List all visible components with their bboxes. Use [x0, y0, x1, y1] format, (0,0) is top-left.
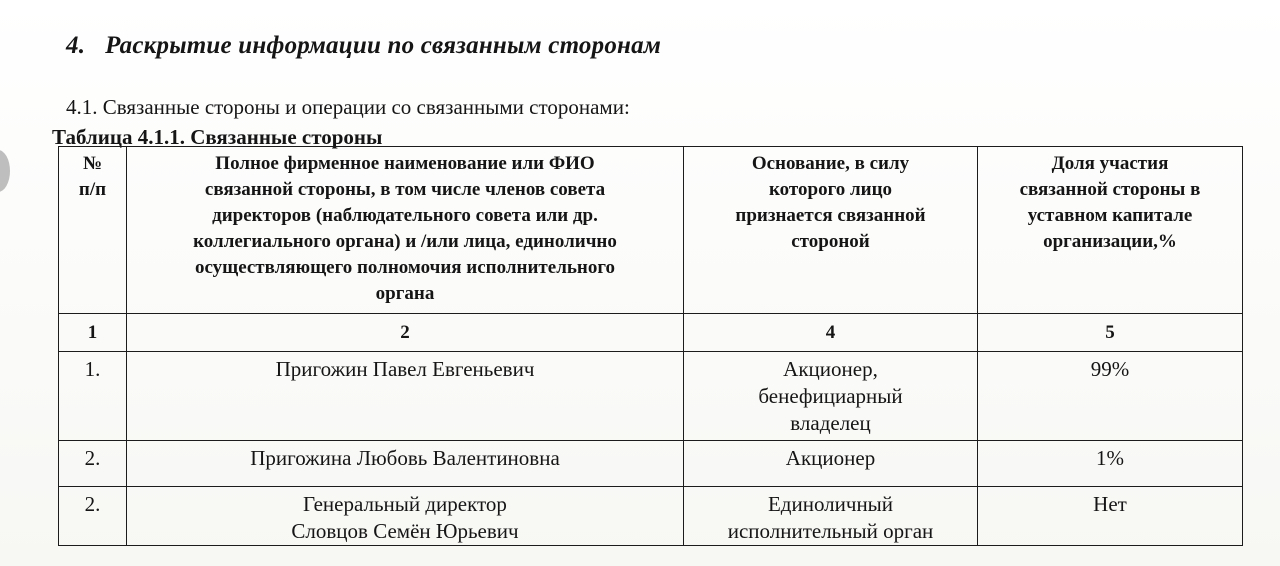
section-heading — [66, 32, 661, 60]
header-line: связанной стороны, в том числе членов совета — [204, 179, 606, 200]
header-line: Полное фирменное наименование или ФИО — [215, 153, 595, 174]
row-number: 1. — [59, 352, 127, 441]
header-col-name — [127, 147, 684, 314]
header-col-number — [59, 147, 127, 314]
row-number: 2. — [59, 441, 127, 487]
header-line: которого лицо — [768, 179, 893, 200]
table-row — [59, 352, 1243, 441]
table-row — [59, 441, 1243, 487]
party-name — [127, 441, 684, 487]
header-line: связанной стороны в — [1019, 179, 1201, 200]
column-number: 5 — [978, 314, 1243, 352]
table-caption: Таблица 4.1.1. Связанные стороны — [52, 125, 383, 149]
basis-line: Акционер, — [783, 357, 878, 381]
subsection-title: 4.1. Связанные стороны и операции со связанными сторонами: — [66, 95, 630, 119]
header-col-share — [978, 147, 1243, 314]
party-name-line: Пригожина Любовь Валентиновна — [250, 446, 560, 470]
party-share: 1% — [978, 441, 1243, 487]
column-number: 4 — [684, 314, 978, 352]
header-line: Основание, в силу — [751, 153, 910, 174]
column-number: 1 — [59, 314, 127, 352]
section-number: 4. — [66, 32, 86, 59]
header-line: п/п — [78, 179, 107, 200]
related-parties-table — [58, 146, 1243, 546]
header-col-basis — [684, 147, 978, 314]
party-share: 99% — [978, 352, 1243, 441]
row-number: 2. — [59, 487, 127, 546]
column-number-row — [59, 314, 1243, 352]
party-share: Нет — [978, 487, 1243, 546]
party-basis — [684, 441, 978, 487]
header-line: коллегиального органа) и /или лица, единолично — [193, 231, 617, 252]
basis-line: бенефициарный — [758, 384, 903, 408]
column-number: 2 — [127, 314, 684, 352]
header-line: № — [82, 153, 103, 174]
party-name-line: Словцов Семён Юрьевич — [291, 519, 519, 543]
basis-line: владелец — [790, 411, 871, 435]
party-name-line: Генеральный директор — [303, 492, 507, 516]
party-basis — [684, 352, 978, 441]
header-line: Доля участия — [1051, 153, 1169, 174]
header-line: стороной — [791, 231, 870, 252]
header-line: директоров (наблюдательного совета или др. — [212, 205, 598, 226]
basis-line: исполнительный орган — [727, 519, 934, 543]
party-name-line: Пригожин Павел Евгеньевич — [275, 357, 535, 381]
section-title: Раскрытие информации по связанным сторонам — [105, 32, 662, 59]
header-line: организации,% — [1043, 231, 1177, 252]
header-line: органа — [375, 283, 435, 304]
table-header-row — [59, 147, 1243, 314]
party-name — [127, 352, 684, 441]
header-line: осуществляющего полномочия исполнительного — [194, 257, 616, 278]
party-basis — [684, 487, 978, 546]
party-name — [127, 487, 684, 546]
basis-line: Акционер — [785, 446, 876, 470]
header-line: уставном капитале — [1027, 205, 1193, 226]
table-row — [59, 487, 1243, 546]
basis-line: Единоличный — [767, 492, 894, 516]
header-line: признается связанной — [735, 205, 926, 226]
